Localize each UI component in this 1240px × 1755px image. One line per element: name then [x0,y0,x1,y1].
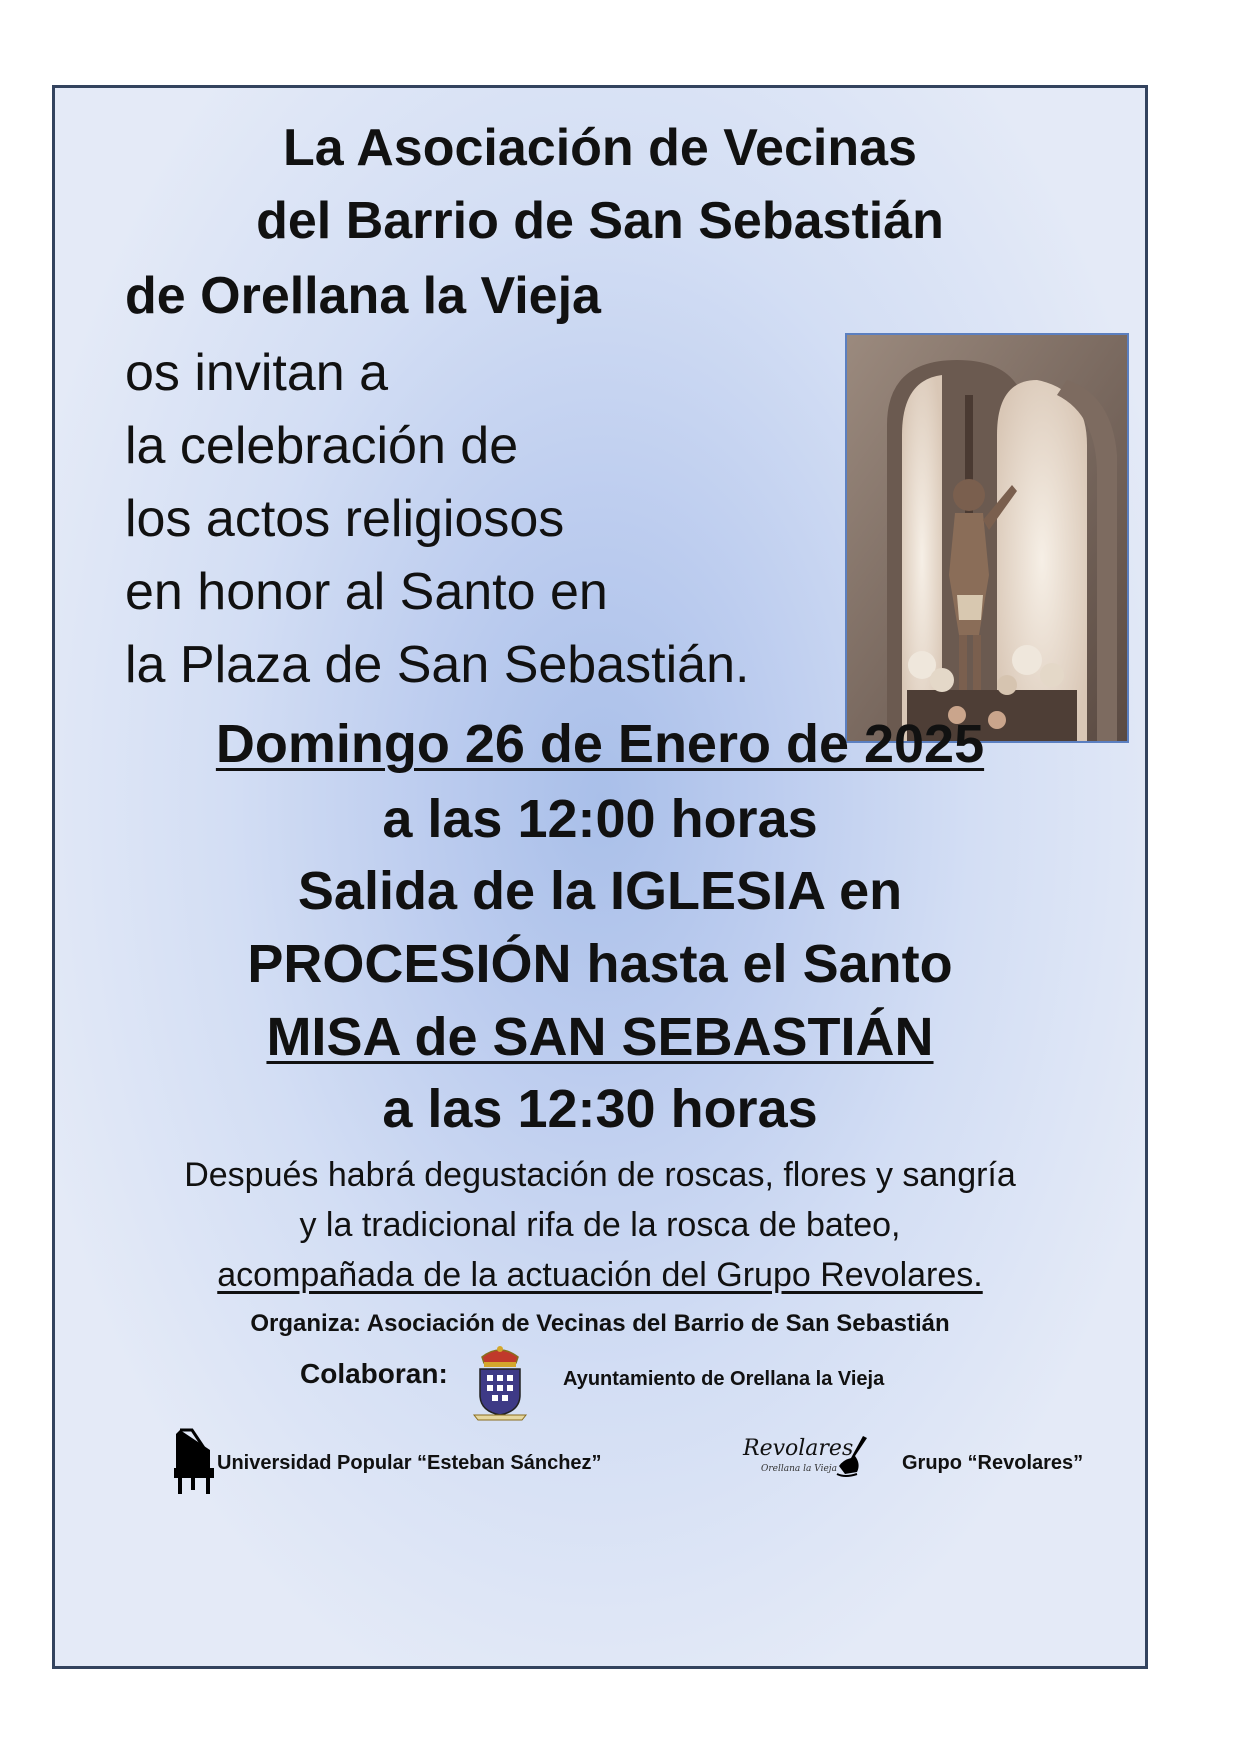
after-line-3: acompañada de la actuación del Grupo Revolares. [217,1256,983,1294]
event-time-2: a las 12:30 horas [382,1079,818,1139]
procession-line-2: PROCESIÓN hasta el Santo [247,934,953,994]
header-line-2: del Barrio de San Sebastián [256,192,944,250]
mass-title: MISA de SAN SEBASTIÁN [266,1007,934,1067]
procession-line-1: Salida de la IGLESIA en [297,861,903,921]
invitation-line-2: la celebración de [125,417,519,475]
revolares-logo [743,1434,871,1482]
revolares-logo-subtext: Orellana la Vieja [761,1464,837,1474]
header-line-3: de Orellana la Vieja [125,267,601,325]
after-line-2: y la tradicional rifa de la rosca de bateo, [299,1206,901,1244]
organizer-line: Organiza: Asociación de Vecinas del Barrio de San Sebastián [250,1310,950,1337]
poster-frame [52,85,1148,1669]
invitation-line-4: en honor al Santo en [125,563,608,621]
event-date: Domingo 26 de Enero de 2025 [215,714,985,774]
collaborator-ayuntamiento: Ayuntamiento de Orellana la Vieja [563,1368,885,1390]
event-time-1: a las 12:00 horas [382,789,818,849]
after-line-1: Después habrá degustación de roscas, flores y sangría [184,1156,1016,1194]
revolares-logo-text: Revolares [743,1436,854,1461]
invitation-line-5: la Plaza de San Sebastián. [125,636,750,694]
saint-sebastian-photo [845,333,1129,743]
coat-of-arms-icon [470,1343,530,1421]
invitation-line-1: os invitan a [125,344,389,402]
piano-icon [170,1428,218,1496]
collaborators-label: Colaboran: [300,1358,448,1389]
collaborator-grupo: Grupo “Revolares” [902,1452,1084,1474]
invitation-line-3: los actos religiosos [125,490,565,548]
collaborator-universidad: Universidad Popular “Esteban Sánchez” [217,1452,602,1474]
header-line-1: La Asociación de Vecinas [283,119,917,177]
